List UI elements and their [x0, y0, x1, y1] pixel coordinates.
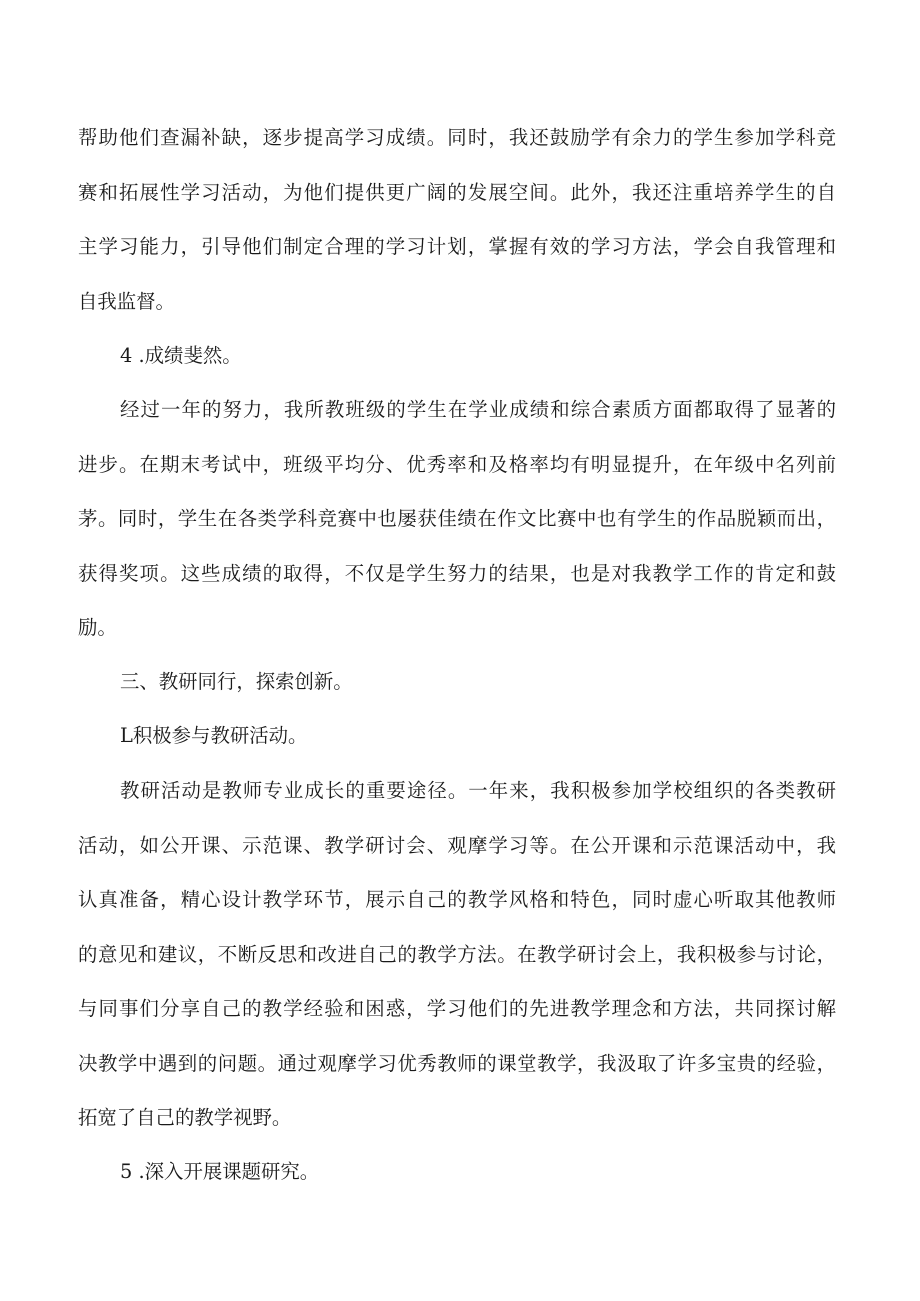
text-line: 拓宽了自己的教学视野。	[78, 1106, 292, 1129]
text-line: 自我监督。	[78, 289, 175, 313]
text-line: 茅。同时，学生在各类学科竞赛中也屡获佳绩在作文比赛中也有学生的作品脱颖而出，	[78, 507, 836, 530]
text-line: 经过一年的努力，我所教班级的学生在学业成绩和综合素质方面都取得了显著的	[120, 398, 836, 421]
text-line: 教研活动是教师专业成长的重要途径。一年来，我积极参加学校组织的各类教研	[120, 779, 836, 802]
section-heading-5	[78, 1145, 836, 1200]
section-heading-4	[78, 329, 836, 384]
text-line: 的意见和建议，不断反思和改进自己的教学方法。在教学研讨会上，我积极参与讨论，	[78, 942, 836, 966]
text-line: 决教学中遇到的问题。通过观摩学习优秀教师的课堂教学，我汲取了许多宝贵的经验，	[78, 1051, 836, 1075]
heading-text: 4 .成绩斐然。	[120, 344, 242, 367]
text-line: 与同事们分享自己的教学经验和困惑，学习他们的先进教学理念和方法，共同探讨解	[78, 997, 836, 1020]
paragraph-research-activities	[78, 764, 836, 1146]
heading-text: L积极参与教研活动。	[120, 724, 308, 747]
text-line: 主学习能力，引导他们制定合理的学习计划，掌握有效的学习方法，学会自我管理和	[78, 235, 836, 258]
text-line: 帮助他们查漏补缺，逐步提高学习成绩。同时，我还鼓励学有余力的学生参加学科竞	[78, 126, 836, 149]
heading-text: 5 .深入开展课题研究。	[120, 1160, 320, 1183]
text-line: 获得奖项。这些成绩的取得，不仅是学生努力的结果，也是对我教学工作的肯定和鼓	[78, 561, 836, 585]
heading-text: 三、教研同行，探索创新。	[120, 670, 353, 693]
text-line: 赛和拓展性学习活动，为他们提供更广阔的发展空间。此外，我还注重培养学生的自	[78, 180, 836, 204]
text-line: 励。	[78, 616, 117, 639]
paragraph-achievements	[78, 383, 836, 656]
paragraph-continuation	[78, 111, 836, 329]
text-line: 活动，如公开课、示范课、教学研讨会、观摩学习等。在公开课和示范课活动中，我	[78, 833, 836, 857]
text-line: 进步。在期末考试中，班级平均分、优秀率和及格率均有明显提升，在年级中名列前	[78, 452, 836, 476]
subheading-1	[78, 709, 836, 764]
section-heading-3	[78, 655, 836, 710]
text-line: 认真准备，精心设计教学环节，展示自己的教学风格和特色，同时虚心听取其他教师	[78, 888, 836, 911]
